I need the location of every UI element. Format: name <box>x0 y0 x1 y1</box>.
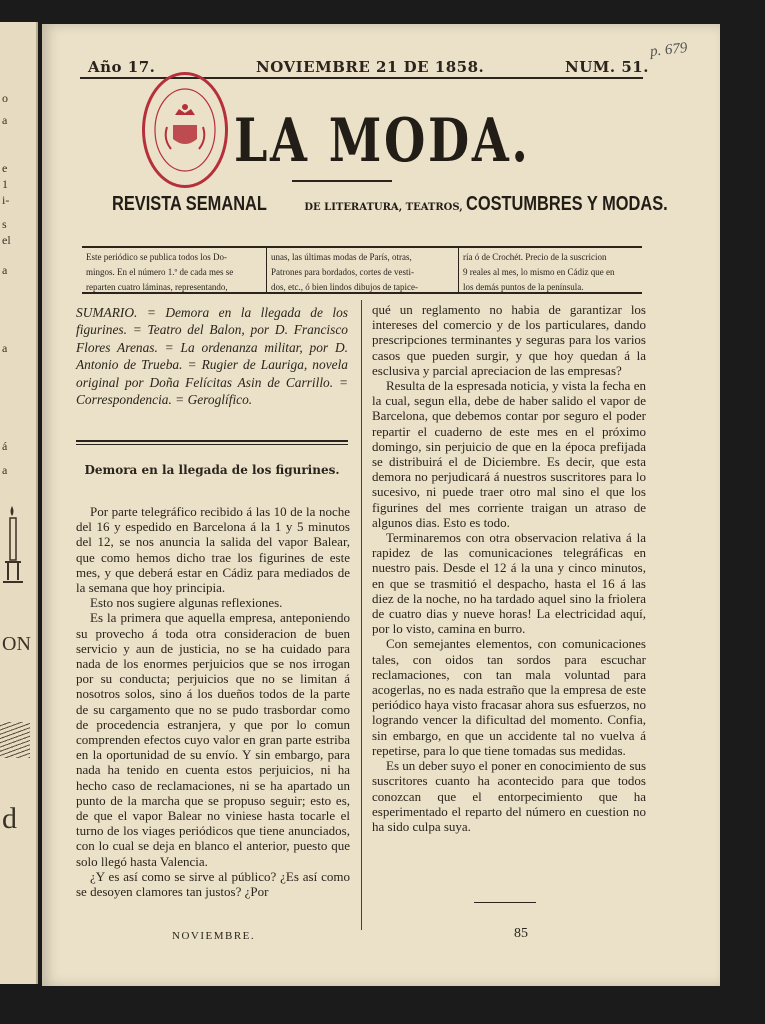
info-column-1 <box>82 248 266 292</box>
article-paragraph: Esto nos sugiere algunas reflexiones. <box>90 595 283 611</box>
subtitle-small: DE LITERATURA, TEATROS, <box>300 202 467 213</box>
column-divider <box>361 300 362 930</box>
left-fragment: 1 <box>2 177 8 191</box>
left-fragment: ON <box>2 633 31 655</box>
subscription-info-box <box>82 246 642 294</box>
newspaper-subtitle <box>112 193 712 216</box>
article-right-column <box>372 302 646 834</box>
issue-year: Año 17. <box>88 58 156 76</box>
left-fragment: e <box>2 161 8 175</box>
left-fragment: o <box>2 91 8 105</box>
info-line: los demás puntos de la península. <box>463 282 584 292</box>
left-fragment: s <box>2 217 7 231</box>
info-line: Patrones para bordados, cortes de vesti- <box>271 267 414 277</box>
left-fragment: a <box>2 341 8 355</box>
info-line: ría ó de Crochét. Precio de la suscricion <box>463 252 607 262</box>
crest-icon <box>145 75 225 185</box>
article-end-rule <box>474 902 536 903</box>
article-paragraph: Resulta de la espresada noticia, y vista la fecha en la cual, segun ella, debe de haber salido el vapor de Barcelona, que debemos contar por seguro el poder repartir el cuaderno de este mes en el próximo domingo, sin perjuicio de que en la época prefijada se distribuirá el de Diciembre. Es decir, que esta demora no perjudicará á nuestros suscritores para lo sucesivo, ni puede traer otro mal sino el que los figurines del mes corriente traigan un atraso de algunos dias. Esto es todo. <box>372 378 646 530</box>
left-fragment: á <box>2 439 8 453</box>
summary-block: SUMARIO. = Demora en la llegada de los figurines. = Teatro del Balon, por D. Francisco Flores Arenas. = La ordenanza militar, por D. Antonio de Trueba. = Rugier de Lauriga, novela original por Doña Felícitas Asin de Carrillo. = Correspondencia. = Geroglífico. <box>76 305 348 408</box>
article-title: Demora en la llegada de los figurines. <box>84 463 340 477</box>
page-number: 85 <box>514 926 528 941</box>
info-line: dos, etc., ó bien lindos dibujos de tapice- <box>271 282 418 292</box>
article-paragraph: Es un deber suyo el poner en conocimiento de sus suscritores cuanto ha acontecido para que todos conozcan que el entorpecimiento que ha esperimentado el reparto del número en cuestion no ha sido culpa suya. <box>372 758 646 834</box>
article-paragraph: qué un reglamento no habia de garantizar los intereses del comercio y de los particulares, dando prescripciones terminantes y seguras para los varios casos que pueden surgir, y que hoy quedan á la esclusiva y parcial apreciacion de las empresas? <box>372 302 646 378</box>
article-paragraph: Con semejantes elementos, con comunicaciones tales, con oidos tan sordos para escuchar reclamaciones, con tan mala voluntad para acogerlas, no es nada estraño que la empresa de este periódico haya visto fracasar ahora sus esfuerzos, no logrando vencer la dificultad del momento. Confia, sin embargo, en que un accidente tal no vuelva á repetirse, para lo que tiene tomadas sus medidas. <box>372 636 646 758</box>
engraving-fragment <box>0 722 30 758</box>
pencil-annotation: p. 679 <box>649 40 689 60</box>
article-left-column <box>76 504 350 899</box>
article-paragraph: ¿Y es así como se sirve al público? ¿Es así como se desoyen clamores tan justos? ¿Por <box>76 868 350 900</box>
subtitle-main: REVISTA SEMANAL <box>112 193 267 215</box>
issue-number: NUM. 51. <box>565 58 649 76</box>
library-stamp <box>142 72 228 188</box>
title-rule <box>292 180 392 182</box>
article-paragraph: Por parte telegráfico recibido á las 10 de la noche del 16 y espedido en Barcelona á la 1 y 5 minutos del 12, se nos anuncia la salida del vapor Balear, que como hemos dicho trae los figurines de este mes, y que deberá estar en Cádiz para mediados de la semana que hoy principia. <box>76 504 350 596</box>
adjacent-page-edge <box>0 22 38 984</box>
left-fragment: i- <box>2 193 10 207</box>
info-line: reparten cuatro láminas, representando, <box>86 282 228 292</box>
issue-date: NOVIEMBRE 21 DE 1858. <box>256 58 485 76</box>
info-column-3 <box>458 248 642 292</box>
footer-month: NOVIEMBRE. <box>172 930 256 942</box>
left-fragment: a <box>2 263 8 277</box>
left-fragment: a <box>2 113 8 127</box>
info-line: Este periódico se publica todos los Do- <box>86 252 227 262</box>
info-column-2 <box>266 248 458 292</box>
summary-rule <box>76 440 348 445</box>
info-line: unas, las últimas modas de París, otras, <box>271 252 412 262</box>
candlestick-illustration <box>2 502 28 592</box>
article-paragraph: Terminaremos con otra observacion relativa á la rapidez de las comunicaciones telegráficas en nuestro pais. Desde el 12 á la una y cinco minutos, en que se trasmitió el despacho, hasta el 16 á las diez de la noche, no ha tardado aquel sino la friolera de cuatro dias y nueve horas! La electricidad aquí, por lo visto, camina en burro. <box>372 530 646 637</box>
left-fragment: d <box>2 802 17 835</box>
newspaper-title: LA MODA. <box>234 106 531 176</box>
info-line: mingos. En el número 1.º de cada mes se <box>86 267 234 277</box>
left-fragment: el <box>2 233 11 247</box>
article-paragraph: Es la primera que aquella empresa, anteponiendo su provecho á toda otra consideracion de buen servicio y aun de justicia, no se ha cuidado para nada de los enormes perjuicios que se nos irrogan por su conducta; perjuicios que no se limitan á nosotros solos, sino á los dueños todos de la parte de su cargamento que no se pudo trasbordar como de procedencia estranjera, y que por lo comun comprenden efectos cuyo valor en gran parte estriba en la oportunidad de su envío. Y sin embargo, para nada ha tenido en cuenta estos perjuicios, ni ha hecho caso de reclamaciones, ni se ha apartado un punto de la marcha que se propuso seguir; esto es, de que el vapor Balear no viniese hasta tocarle el turno de los viages periódicos que tiene anunciados, con lo cual se deja en blanco el anterior, puesto que solo llegó hasta Valencia. <box>76 610 350 869</box>
info-line: 9 reales al mes, lo mismo en Cádiz que en <box>463 267 615 277</box>
left-fragment: a <box>2 463 8 477</box>
subtitle-end: COSTUMBRES Y MODAS. <box>466 193 668 215</box>
